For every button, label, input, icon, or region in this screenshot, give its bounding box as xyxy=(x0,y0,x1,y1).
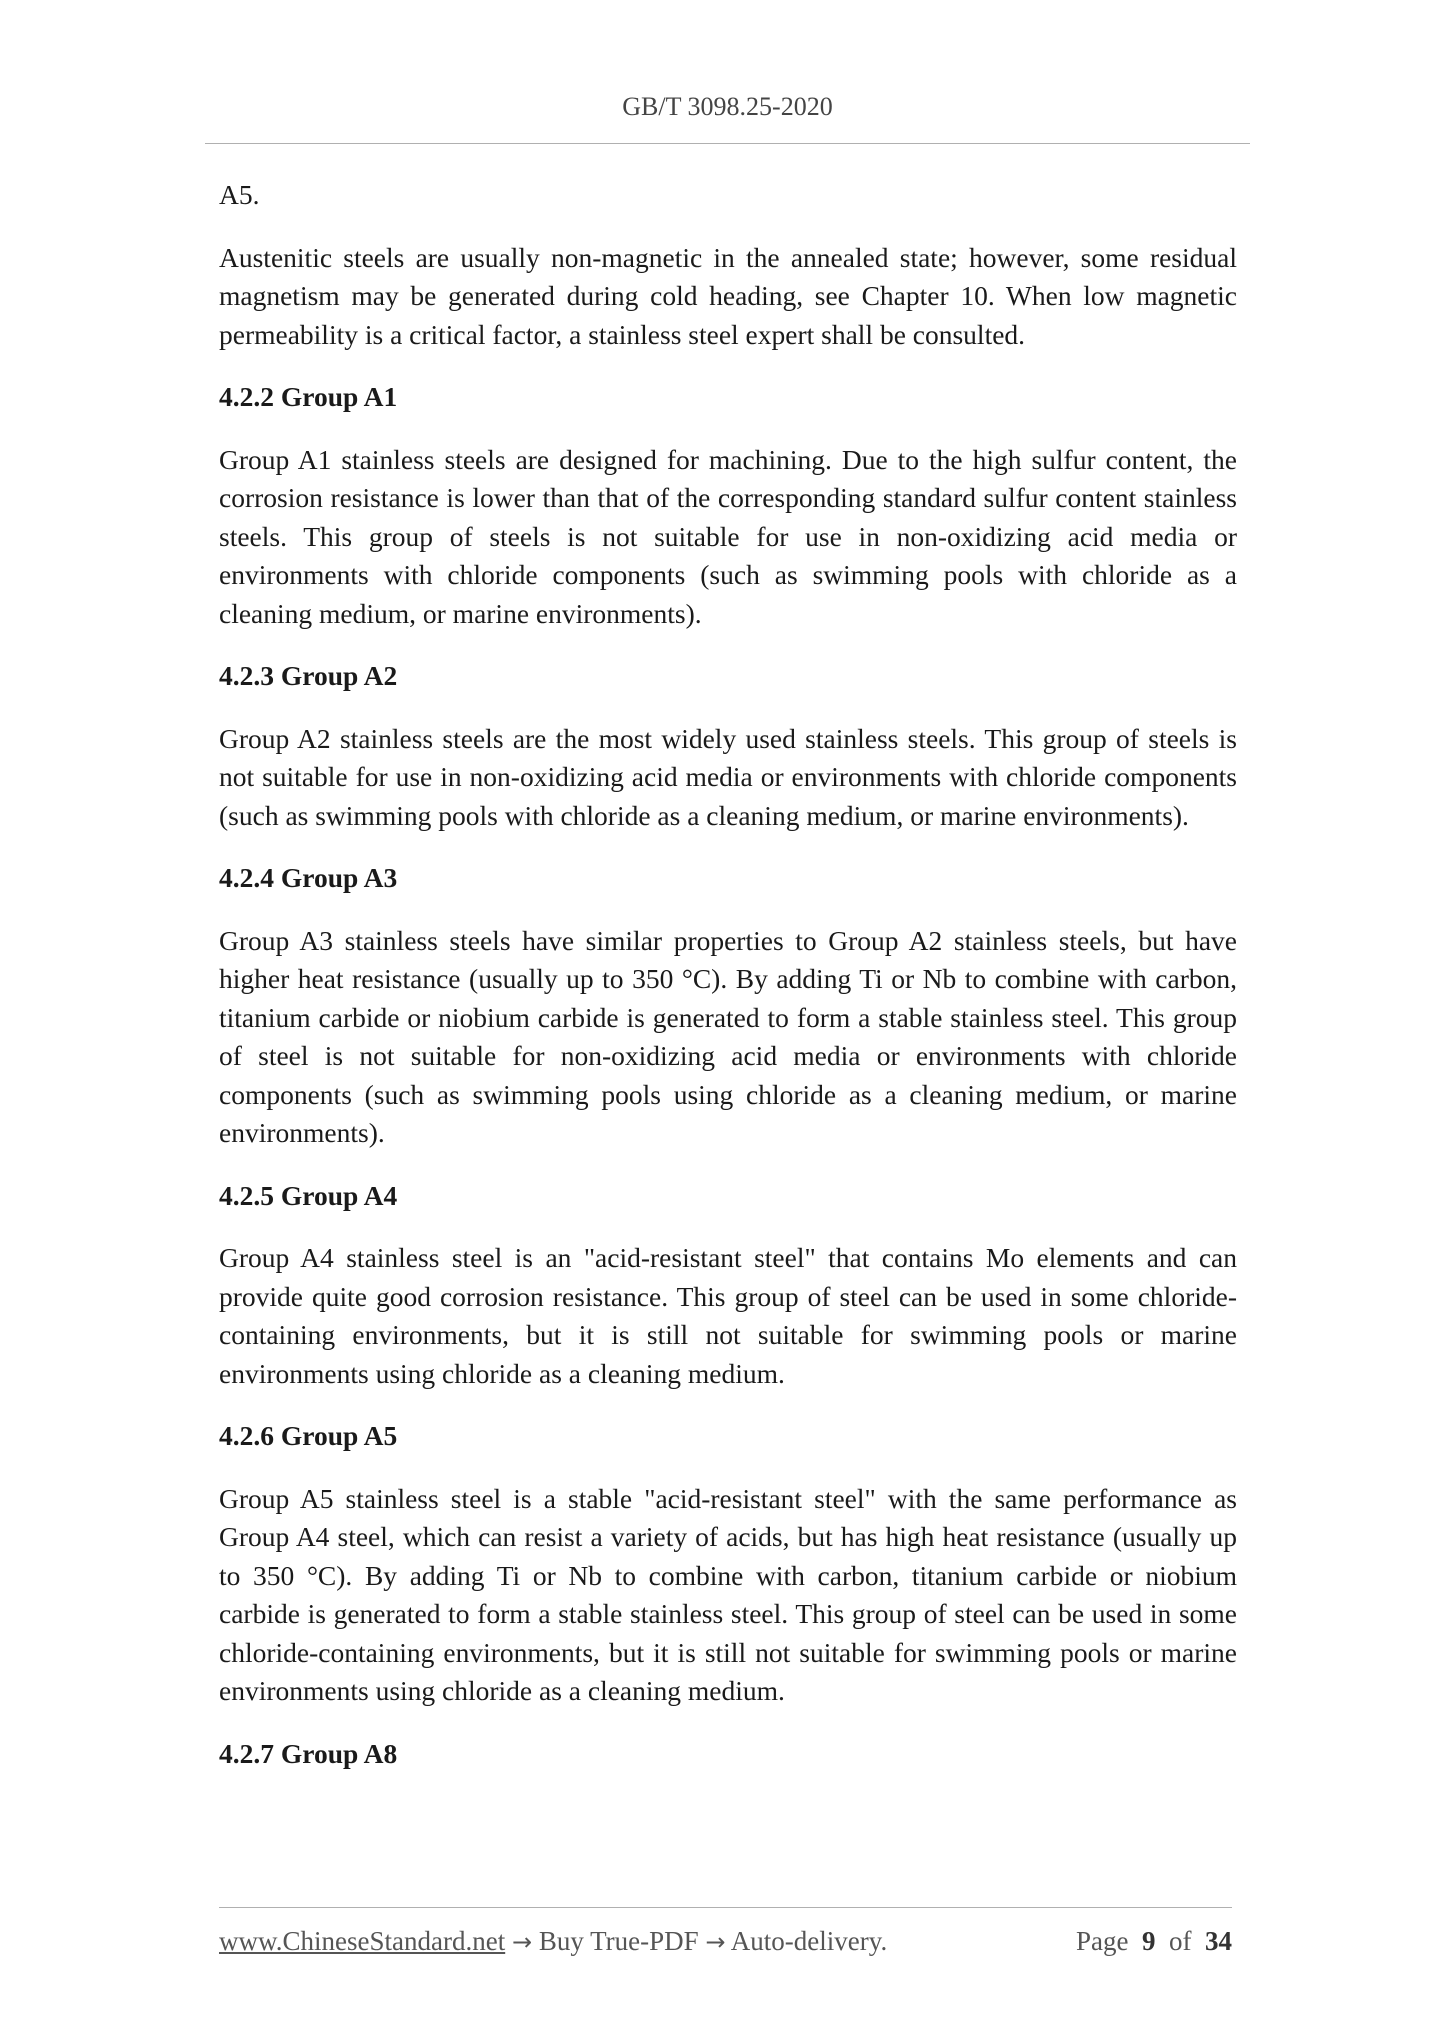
continued-text: A5. xyxy=(219,179,260,210)
website-link[interactable]: www.ChineseStandard.net xyxy=(219,1926,506,1956)
section-heading-a2: 4.2.3 Group A2 xyxy=(219,660,398,691)
arrow-right-icon: → xyxy=(705,1928,726,1956)
section-text-a1: Group A1 stainless steels are designed for machining. Due to the high sulfur content, the corrosion resistance is lower than that of the corresponding standard sulfur content stainless steels. This group of steels is not suitable for use in non-oxidizing acid media or environments with chloride components (such as swimming pools with chloride as a cleaning medium, or marine environments). xyxy=(219,443,1237,629)
page-number: 9 xyxy=(1142,1926,1156,1956)
section-text-a2: Group A2 stainless steels are the most widely used stainless steels. This group of steels is not suitable for use in non-oxidizing acid media or environments with chloride components (such as swimming pools with chloride as a cleaning medium, or marine environments). xyxy=(219,722,1237,831)
total-pages: 34 xyxy=(1205,1926,1232,1956)
page-indicator xyxy=(1076,1926,1232,1957)
section-text-a3: Group A3 stainless steels have similar properties to Group A2 stainless steels, but have higher heat resistance (usually up to 350 °C). By adding Ti or Nb to combine with carbon, titanium carbide or niobium carbide is generated to form a stable stainless steel. This group of steel is not suitable for non-oxidizing acid media or environments with chloride components (such as swimming pools using chloride as a cleaning medium, or marine environments). xyxy=(219,924,1237,1148)
page-label: Page xyxy=(1076,1926,1129,1956)
section-heading-a5: 4.2.6 Group A5 xyxy=(219,1420,398,1451)
of-label: of xyxy=(1169,1926,1192,1956)
section-heading-a8: 4.2.7 Group A8 xyxy=(219,1737,398,1769)
document-body xyxy=(219,176,1237,1773)
page-header: GB/T 3098.25-2020 xyxy=(622,92,833,121)
arrow-right-icon: → xyxy=(511,1928,533,1956)
footer-divider xyxy=(219,1907,1232,1908)
section-heading-a1: 4.2.2 Group A1 xyxy=(219,381,398,412)
intro-paragraph: Austenitic steels are usually non-magnetic in the annealed state; however, some residual magnetism may be generated during cold heading, see Chapter 10. When low magnetic permeability is a critical factor, a stainless steel expert shall be consulted. xyxy=(219,241,1237,350)
header-divider xyxy=(205,143,1250,144)
delivery-text: Auto-delivery. xyxy=(730,1926,888,1956)
section-text-a4: Group A4 stainless steel is an "acid-resistant steel" that contains Mo elements and can provide quite good corrosion resistance. This group of steel can be used in some chloride-containing environments, but it is still not suitable for swimming pools or marine environments using chloride as a cleaning medium. xyxy=(219,1242,1237,1389)
buy-text: Buy True-PDF xyxy=(538,1926,699,1956)
section-text-a5: Group A5 stainless steel is a stable "acid-resistant steel" with the same performance as Group A4 steel, which can resist a variety of acids, but has high heat resistance (usually up to 350 °C). By adding Ti or Nb to combine with carbon, titanium carbide or niobium carbide is generated to form a stable stainless steel. This group of steel can be used in some chloride-containing environments, but it is still not suitable for swimming pools or marine environments using chloride as a cleaning medium. xyxy=(219,1482,1237,1706)
footer-promo xyxy=(219,1926,887,1957)
section-heading-a3: 4.2.4 Group A3 xyxy=(219,862,398,893)
section-heading-a4: 4.2.5 Group A4 xyxy=(219,1179,398,1211)
